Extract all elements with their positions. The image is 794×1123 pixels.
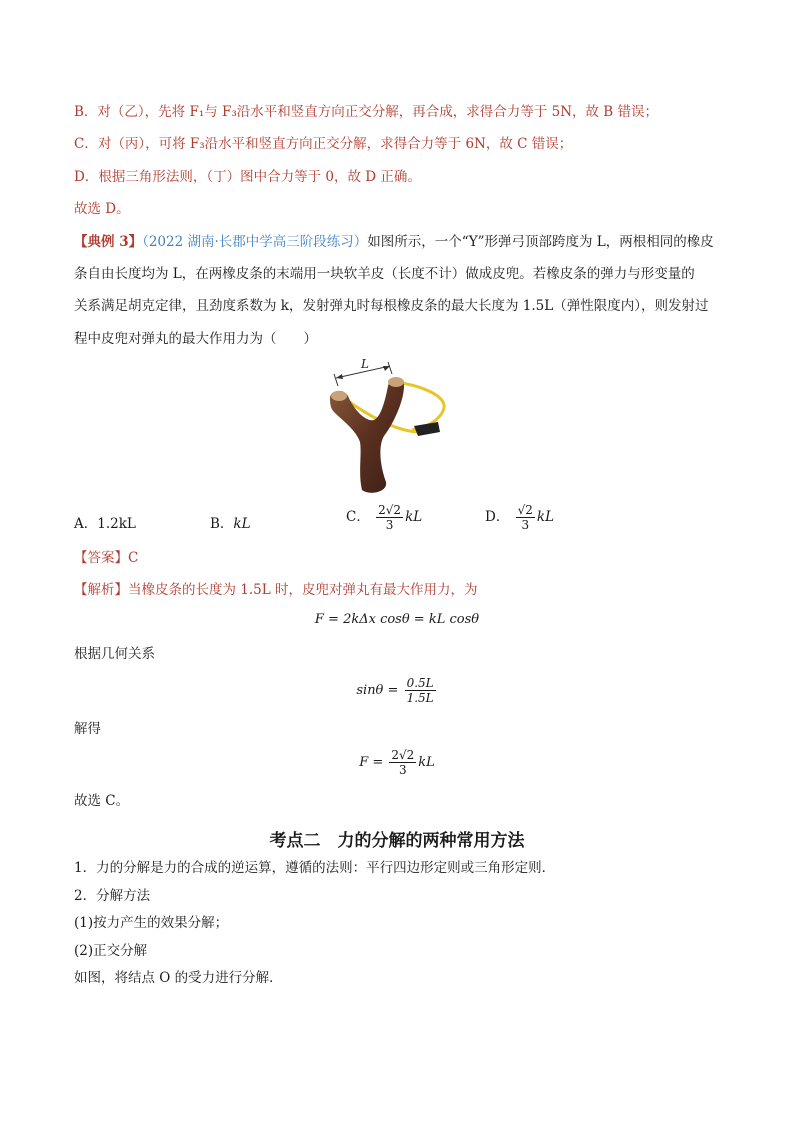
option-c-label: C． (346, 509, 370, 525)
option-d-den: 3 (521, 518, 530, 532)
option-d[interactable] (485, 503, 554, 532)
eq3-suffix: kL (418, 755, 435, 770)
section-p2: 2．分解方法 (74, 888, 151, 904)
prev-choose: 故选 D。 (74, 201, 130, 217)
example-source: （2022 湖南·长郡中学高三阶段练习） (142, 234, 368, 250)
answer-tag: 【答案】 (74, 550, 128, 566)
equation-3 (0, 748, 794, 777)
span-arrow-right (383, 366, 390, 371)
option-b-label: B． (210, 516, 234, 532)
eq2-num: 0.5L (406, 676, 434, 690)
option-a-label: A． (74, 516, 98, 532)
prev-option-c: C．对（丙），可将 F₃沿水平和竖直方向正交分解，求得合力等于 6N，故 C 错误； (74, 136, 573, 152)
answer-line (74, 549, 138, 567)
leather-pouch (414, 422, 440, 436)
equation-1: F = 2kΔx cosθ = kL cosθ (314, 612, 480, 627)
span-tick-right (388, 362, 392, 374)
section-p1: 1．力的分解是力的合成的逆运算，遵循的法则：平行四边形定则或三角形定则． (74, 860, 556, 876)
option-d-label: D． (485, 509, 510, 525)
option-c-suffix: kL (405, 509, 423, 525)
option-c[interactable] (346, 503, 422, 532)
option-c-den: 3 (385, 518, 394, 532)
solve-text: 解得 (74, 721, 101, 737)
option-b[interactable] (210, 512, 251, 532)
prev-option-b: B．对（乙），先将 F₁与 F₃沿水平和竖直方向正交分解，再合成，求得合力等于 5N，故 B 错误； (74, 104, 659, 120)
option-a-value: 1.2kL (97, 516, 136, 532)
span-tick-left (334, 374, 338, 386)
section-heading: 考点二 力的分解的两种常用方法 (269, 831, 525, 851)
section-p4: (2)正交分解 (74, 943, 148, 959)
prong-top-left (331, 391, 347, 401)
section-p5: 如图，将结点 O 的受力进行分解． (74, 970, 283, 986)
span-label: L (361, 357, 369, 371)
option-b-value: kL (233, 516, 251, 532)
option-d-suffix: kL (536, 509, 555, 525)
example-line3: 关系满足胡克定律，且劲度系数为 k，发射弹丸时每根橡皮条的最大长度为 1.5L（弹性限度内），则发射过 (74, 298, 709, 314)
prong-top-right (388, 377, 404, 387)
eq2-left: sinθ = (356, 683, 399, 698)
equation-2 (0, 676, 794, 705)
analysis-tag: 【解析】 (74, 582, 128, 598)
eq2-den: 1.5L (406, 691, 434, 705)
slingshot-figure (328, 356, 452, 498)
option-a[interactable] (74, 512, 136, 532)
section-p3: (1)按力产生的效果分解； (74, 915, 229, 931)
analysis-line (74, 581, 478, 599)
example-line2: 条自由长度均为 L，在两橡皮条的末端用一块软羊皮（长度不计）做成皮兜。若橡皮条的弹力与形变量的 (74, 266, 695, 282)
geometry-text: 根据几何关系 (74, 646, 155, 662)
analysis-text: 当橡皮条的长度为 1.5L 时，皮兜对弹丸有最大作用力，为 (128, 582, 478, 598)
eq3-num: 2√2 (391, 748, 415, 762)
eq3-left: F = (359, 755, 384, 770)
option-d-num: √2 (517, 503, 533, 517)
example-line4: 程中皮兜对弹丸的最大作用力为（ ） (74, 331, 317, 347)
analysis-choose: 故选 C。 (74, 793, 130, 809)
option-c-num: 2√2 (378, 503, 402, 517)
example-line1 (74, 233, 714, 251)
example-tag: 【典例 3】 (74, 234, 143, 250)
eq3-den: 3 (399, 763, 407, 777)
example-text1: 如图所示，一个“Y”形弹弓顶部跨度为 L，两根相同的橡皮 (367, 234, 714, 250)
answer-value: C (128, 550, 139, 566)
prev-option-d: D．根据三角形法则，（丁）图中合力等于 0，故 D 正确。 (74, 169, 421, 185)
